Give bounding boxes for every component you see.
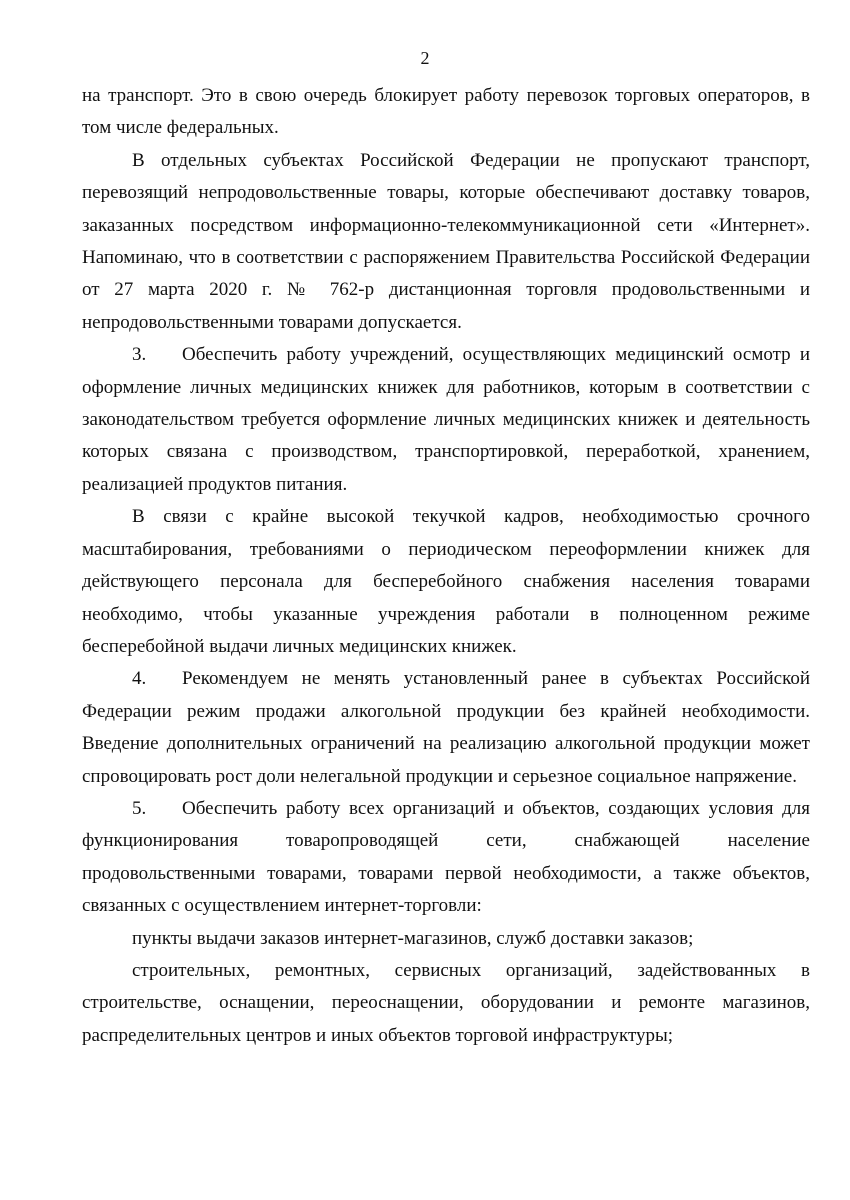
item-number: 4.	[132, 668, 147, 690]
paragraph-text: строительных, ремонтных, сервисных организаций, задействованных в строительстве, оснащении, переоснащении, оборудовании и ремонте магазинов, распределительных центров и иных объектов торговой инфраструктуры;	[82, 959, 810, 1046]
paragraph-text: Обеспечить работу учреждений, осуществляющих медицинский осмотр и оформление личных медицинских книжек для работников, которым в соответствии с законодательством требуется оформление личных медицинских книжек и деятельность которых связана с производством, транспортировкой, переработкой, хранением, реализацией продуктов питания.	[82, 344, 810, 495]
paragraph-item-3	[82, 339, 810, 501]
document-body	[82, 80, 810, 1052]
item-number: 3.	[132, 344, 147, 366]
paragraph-dispatch-transport	[82, 145, 810, 339]
paragraph-text: Рекомендуем не менять установленный ранее в субъектах Российской Федерации режим продажи алкогольной продукции без крайней необходимости. Введение дополнительных ограничений на реализацию алкогольной продукции может спровоцировать рост доли нелегальной продукции и серьезное социальное напряжение.	[82, 668, 810, 787]
item-number: 5.	[132, 797, 147, 819]
paragraph-item-4	[82, 663, 810, 793]
paragraph-item-5	[82, 793, 810, 923]
paragraph-text: пункты выдачи заказов интернет-магазинов, служб доставки заказов;	[132, 927, 694, 949]
paragraph-pickup-points	[82, 923, 810, 955]
paragraph-text: В связи с крайне высокой текучкой кадров, необходимостью срочного масштабирования, требованиями о периодическом переоформлении книжек для действующего персонала для бесперебойного снабжения населения товарами необходимо, чтобы указанные учреждения работали в полноценном режиме бесперебойной выдачи личных медицинских книжек.	[82, 506, 810, 657]
paragraph-medical-books	[82, 501, 810, 663]
paragraph-construction-orgs	[82, 955, 810, 1052]
paragraph-text: Обеспечить работу всех организаций и объектов, создающих условия для функционирования товаропроводящей сети, снабжающей население продовольственными товарами, товарами первой необходимости, а также объектов, связанных с осуществлением интернет-торговли:	[82, 797, 810, 917]
page-number: 2	[420, 48, 430, 68]
paragraph-text: В отдельных субъектах Российской Федерации не пропускают транспорт, перевозящий непродовольственные товары, которые обеспечивают доставку товаров, заказанных посредством информационно-телекоммуникационной сети «Интернет». Напоминаю, что в соответствии с распоряжением Правительства Российской Федерации от 27 марта 2020 г. № 762-р дистанционная торговля продовольственными и непродовольственными товарами допускается.	[82, 149, 810, 333]
paragraph-text: на транспорт. Это в свою очередь блокирует работу перевозок торговых операторов, в том числе федеральных.	[82, 85, 810, 139]
paragraph-continuation	[82, 80, 810, 145]
